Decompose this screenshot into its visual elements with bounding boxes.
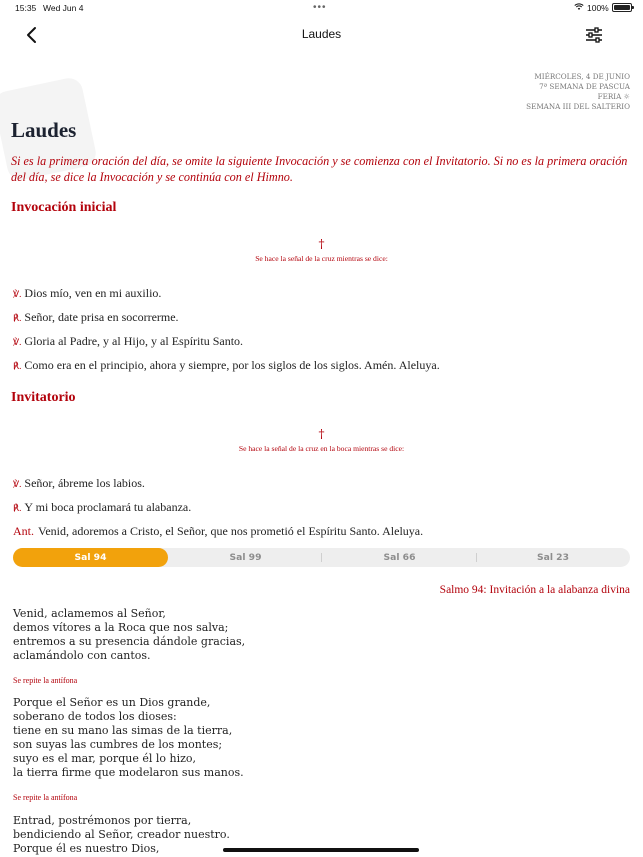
invitatorio-rubric: Se hace la señal de la cruz en la boca mientras se dice: [238, 444, 405, 453]
psalm-tabs [13, 548, 630, 567]
verse-line [13, 358, 628, 373]
antiphon-label: Ant. [13, 524, 34, 538]
psalm-line: Entrad, postrémonos por tierra, [13, 814, 192, 827]
psalm-line: aclamándolo con cantos. [13, 649, 151, 662]
verse-line [13, 500, 628, 515]
tab-sal-99[interactable]: Sal 99 [229, 552, 262, 563]
versicle-mark: ℣. [13, 479, 22, 489]
response-mark: ℟. [13, 361, 22, 371]
verse-text: Dios mío, ven en mi auxilio. [24, 286, 162, 300]
repeat-antiphon-rubric: Se repite la antífona [13, 676, 78, 685]
verse-line [13, 334, 628, 349]
psalm-stanza [13, 696, 613, 780]
verse-line [13, 476, 628, 491]
tab-separator [321, 553, 322, 562]
psalm-line: Porque el Señor es un Dios grande, [13, 696, 211, 709]
verse-text: Y mi boca proclamará tu alabanza. [24, 500, 192, 514]
psalm-line: suyo es el mar, porque él lo hizo, [13, 752, 197, 765]
psalm-line: Venid, aclamemos al Señor, [13, 607, 166, 620]
liturgical-date [526, 72, 630, 112]
invocacion-rubric: Se hace la señal de la cruz mientras se dice: [255, 254, 388, 263]
psalm-line: Porque él es nuestro Dios, [13, 842, 160, 855]
psalm-line: demos vítores a la Roca que nos salva; [13, 621, 229, 634]
antiphon-text: Venid, adoremos a Cristo, el Señor, que nos prometió el Espíritu Santo. Aleluya. [38, 524, 424, 538]
psalm-line: soberano de todos los dioses: [13, 710, 177, 723]
intro-rubric: Si es la primera oración del día, se omite la siguiente Invocación y se comienza con el Invitatorio. Si no es la primera oración del día, se dice la Invocación y se continúa con el Himno. [11, 154, 628, 184]
status-date: Wed Jun 4 [43, 3, 84, 13]
psalm-line: bendiciendo al Señor, creador nuestro. [13, 828, 230, 841]
cross-icon: † [318, 237, 325, 251]
verse-line [13, 286, 628, 301]
response-mark: ℟. [13, 503, 22, 513]
verse-text: Señor, date prisa en socorrerme. [24, 310, 179, 324]
feria-line: FERIA ☼ [597, 92, 630, 101]
psalm-line: la tierra firme que modelaron sus manos. [13, 766, 244, 779]
settings-button[interactable] [584, 24, 604, 46]
season-line: 7ª SEMANA DE PASCUA [539, 82, 630, 91]
cross-icon: † [318, 427, 325, 441]
tab-sal-66[interactable]: Sal 66 [383, 552, 416, 563]
page-title: Laudes [11, 118, 77, 142]
psalm-line: tiene en su mano las simas de la tierra, [13, 724, 233, 737]
nav-bar [0, 18, 643, 52]
wifi-icon [574, 2, 584, 12]
battery-percent: 100% [587, 3, 609, 13]
nav-title: Laudes [301, 27, 342, 41]
home-indicator[interactable] [223, 848, 419, 852]
status-time: 15:35 [15, 3, 37, 13]
repeat-antiphon-rubric: Se repite la antífona [13, 793, 78, 802]
verse-text: Gloria al Padre, y al Hijo, y al Espíritu Santo. [24, 334, 244, 348]
verse-text: Señor, ábreme los labios. [24, 476, 145, 490]
status-bar [0, 0, 643, 16]
date-line: MIÉRCOLES, 4 DE JUNIO [534, 72, 630, 81]
verse-line [13, 310, 628, 325]
battery-icon [612, 3, 632, 12]
psalm-line: son suyas las cumbres de los montes; [13, 738, 223, 751]
tab-sal-23[interactable]: Sal 23 [537, 552, 569, 563]
psalter-week-line: SEMANA III DEL SALTERIO [526, 102, 630, 111]
invitatorio-heading: Invitatorio [11, 390, 76, 405]
versicle-mark: ℣. [13, 337, 22, 347]
invocacion-heading: Invocación inicial [11, 200, 117, 215]
sliders-icon [584, 24, 604, 46]
multitasking-dots[interactable]: ••• [313, 2, 327, 13]
psalm-stanza [13, 607, 613, 663]
psalm-line: entremos a su presencia dándole gracias, [13, 635, 246, 648]
antiphon-line [13, 524, 628, 539]
versicle-mark: ℣. [13, 289, 22, 299]
response-mark: ℟. [13, 313, 22, 323]
tab-sal-94[interactable]: Sal 94 [13, 548, 168, 567]
psalm-title: Salmo 94: Invitación a la alabanza divina [439, 584, 630, 596]
verse-text: Como era en el principio, ahora y siempre, por los siglos de los siglos. Amén. Aleluya. [24, 358, 440, 372]
